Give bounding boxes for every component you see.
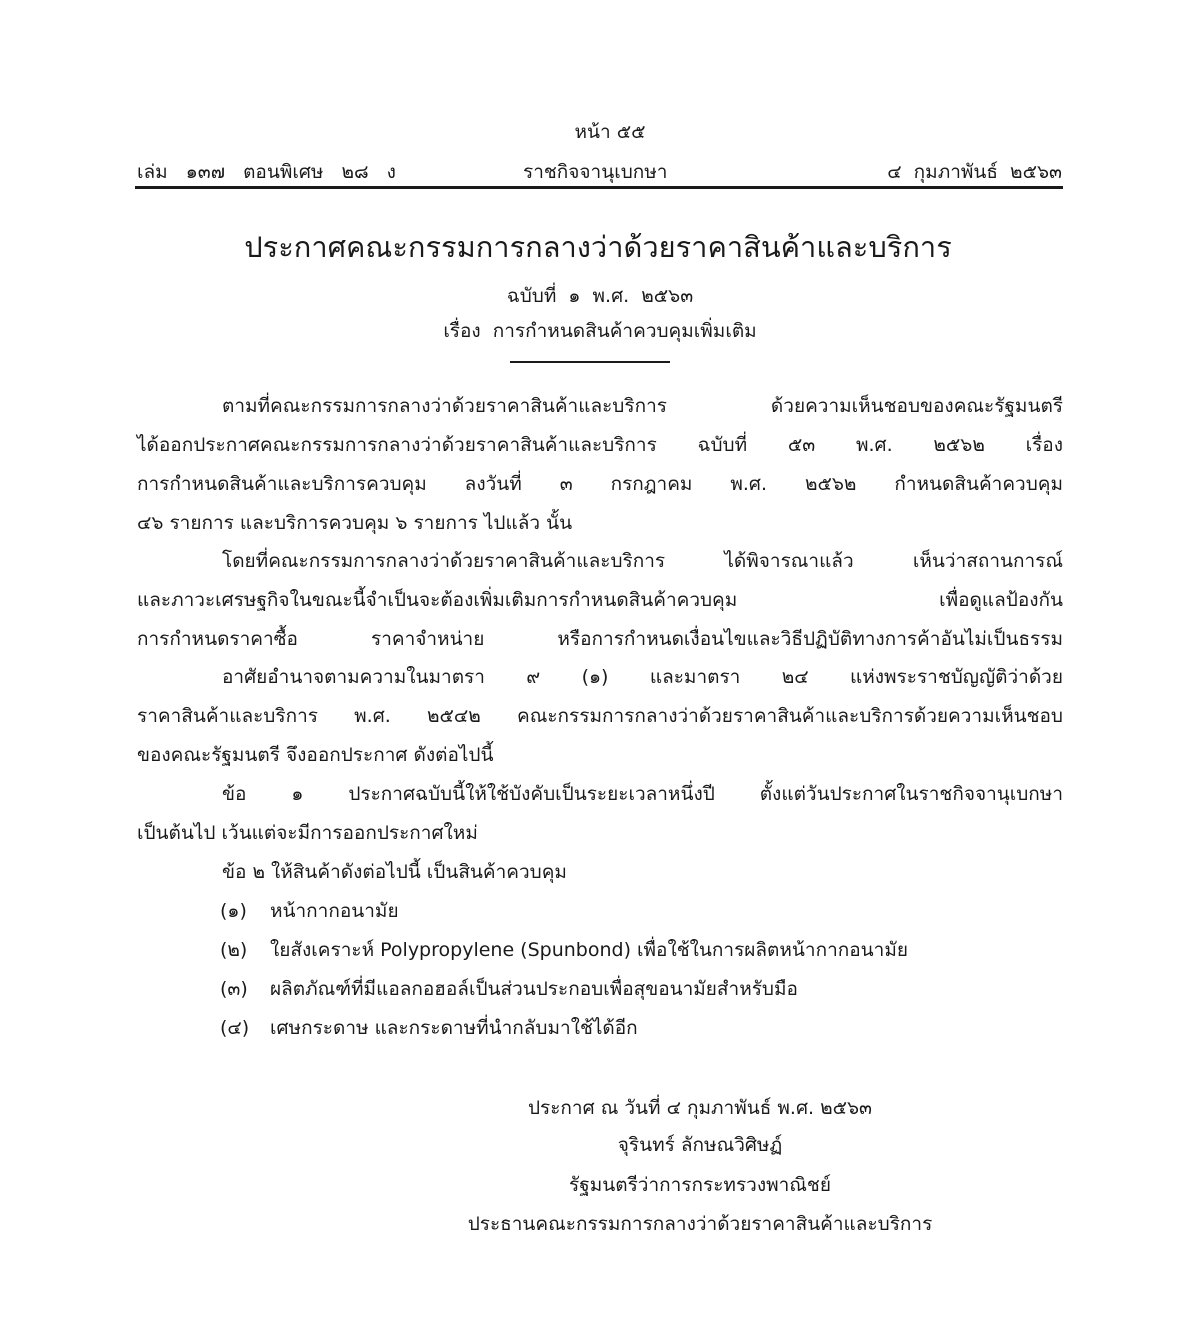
title-divider — [510, 361, 670, 363]
announcement-date: ประกาศ ณ วันที่ ๔ กุมภาพันธ์ พ.ศ. ๒๕๖๓ — [527, 1097, 873, 1119]
controlled-item — [220, 974, 798, 1004]
header-date: ๔ กุมภาพันธ์ ๒๕๖๓ — [887, 161, 1062, 183]
item-number: (๑) — [220, 900, 247, 922]
gazette-name: ราชกิจจานุเบกษา — [523, 161, 668, 183]
paragraph-1-line: ตามที่คณะกรรมการกลางว่าด้วยราคาสินค้าและบริการ ด้วยความเห็นชอบของคณะรัฐมนตรี — [222, 395, 1063, 417]
paragraph-2-line: และภาวะเศรษฐกิจในขณะนี้จำเป็นจะต้องเพิ่มเติมการกำหนดสินค้าควบคุม เพื่อดูแลป้องกัน — [137, 589, 1063, 611]
clause-2: ข้อ ๒ ให้สินค้าดังต่อไปนี้ เป็นสินค้าควบคุม — [222, 861, 567, 883]
announcement-title: ประกาศคณะกรรมการกลางว่าด้วยราคาสินค้าและบริการ — [244, 230, 952, 264]
paragraph-1-line: ๔๖ รายการ และบริการควบคุม ๖ รายการ ไปแล้ว นั้น — [137, 512, 573, 534]
controlled-item — [220, 1013, 638, 1043]
header-divider — [135, 186, 1063, 189]
paragraph-3-line: อาศัยอำนาจตามความในมาตรา ๙ (๑) และมาตรา ๒๔ แห่งพระราชบัญญัติว่าด้วย — [222, 666, 1063, 688]
signatory-name: จุรินทร์ ลักษณวิศิษฏ์ — [617, 1134, 783, 1156]
paragraph-2-line: การกำหนดราคาซื้อ ราคาจำหน่าย หรือการกำหนดเงื่อนไขและวิธีปฏิบัติทางการค้าอันไม่เป็นธรรม — [137, 628, 1063, 650]
controlled-item — [220, 935, 908, 965]
subject-line: เรื่อง การกำหนดสินค้าควบคุมเพิ่มเติม — [443, 320, 757, 342]
clause-1-line: ข้อ ๑ ประกาศฉบับนี้ให้ใช้บังคับเป็นระยะเวลาหนึ่งปี ตั้งแต่วันประกาศในราชกิจจานุเบกษา — [222, 783, 1063, 805]
paragraph-2-line: โดยที่คณะกรรมการกลางว่าด้วยราคาสินค้าและบริการ ได้พิจารณาแล้ว เห็นว่าสถานการณ์ — [222, 550, 1063, 572]
volume-info: เล่ม ๑๓๗ ตอนพิเศษ ๒๘ ง — [137, 161, 396, 183]
item-number: (๒) — [220, 939, 248, 961]
edition-line: ฉบับที่ ๑ พ.ศ. ๒๕๖๓ — [506, 285, 694, 307]
controlled-item — [220, 896, 399, 926]
paragraph-1-line: การกำหนดสินค้าและบริการควบคุม ลงวันที่ ๓ กรกฎาคม พ.ศ. ๒๕๖๒ กำหนดสินค้าควบคุม — [137, 473, 1063, 495]
clause-1-line: เป็นต้นไป เว้นแต่จะมีการออกประกาศใหม่ — [137, 822, 478, 844]
paragraph-1-line: ได้ออกประกาศคณะกรรมการกลางว่าด้วยราคาสินค้าและบริการ ฉบับที่ ๕๓ พ.ศ. ๒๕๖๒ เรื่อง — [137, 434, 1063, 456]
paragraph-3-line: ของคณะรัฐมนตรี จึงออกประกาศ ดังต่อไปนี้ — [137, 744, 494, 766]
item-number: (๔) — [220, 1017, 250, 1039]
item-text: หน้ากากอนามัย — [270, 900, 399, 922]
signatory-position: รัฐมนตรีว่าการกระทรวงพาณิชย์ — [569, 1174, 831, 1196]
item-text: ผลิตภัณฑ์ที่มีแอลกอฮอล์เป็นส่วนประกอบเพื่อสุขอนามัยสำหรับมือ — [270, 978, 798, 1000]
page-number: หน้า ๕๕ — [574, 121, 646, 143]
paragraph-3-line: ราคาสินค้าและบริการ พ.ศ. ๒๕๔๒ คณะกรรมการกลางว่าด้วยราคาสินค้าและบริการด้วยความเห็นชอบ — [137, 705, 1063, 727]
item-number: (๓) — [220, 978, 248, 1000]
item-text: เศษกระดาษ และกระดาษที่นำกลับมาใช้ได้อีก — [270, 1017, 638, 1039]
item-text: ใยสังเคราะห์ Polypropylene (Spunbond) เพื่อใช้ในการผลิตหน้ากากอนามัย — [270, 939, 908, 961]
signatory-position: ประธานคณะกรรมการกลางว่าด้วยราคาสินค้าและบริการ — [467, 1213, 933, 1235]
